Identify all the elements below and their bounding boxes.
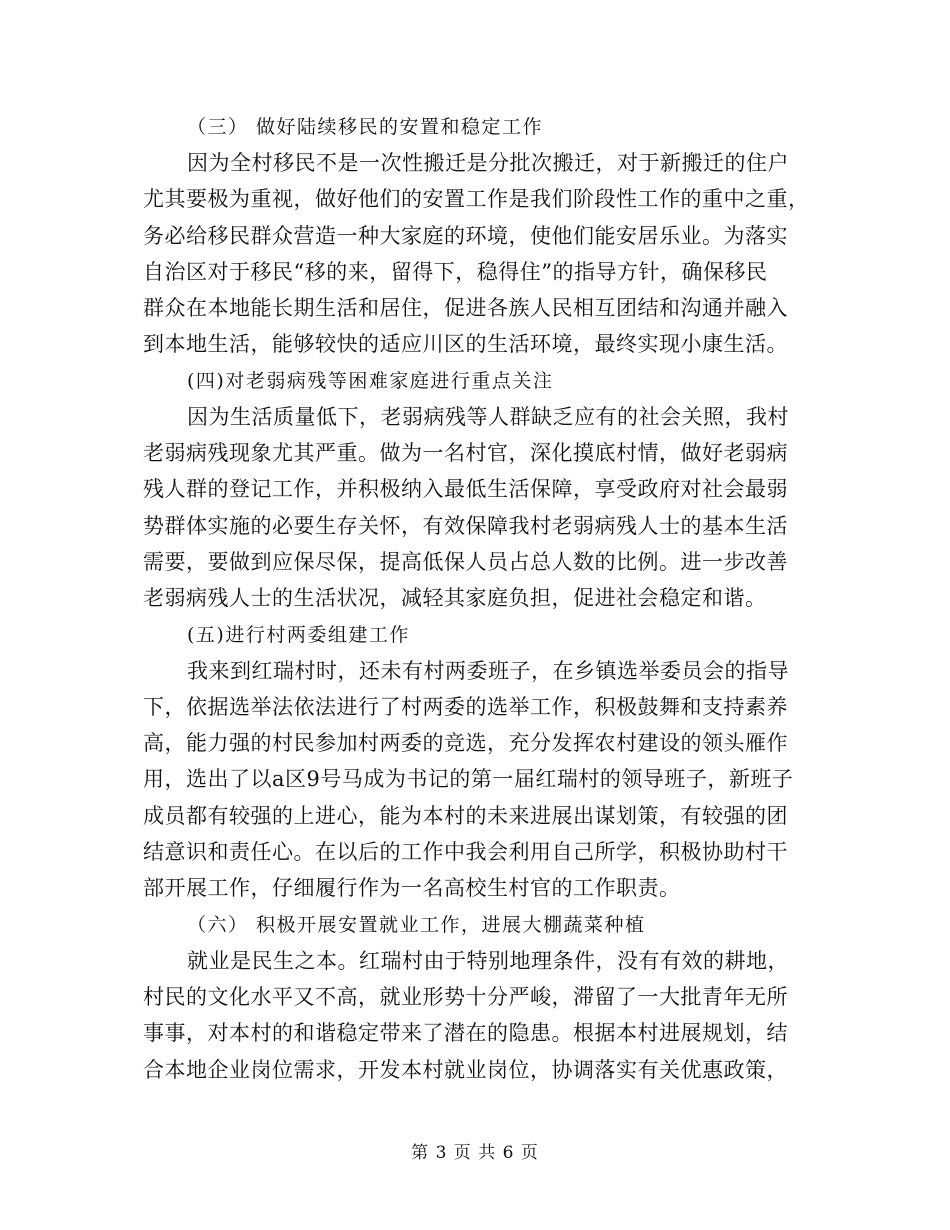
section-heading: （三） 做好陆续移民的安置和稳定工作	[187, 116, 544, 138]
paragraph-line: 尤其要极为重视，做好他们的安置工作是我们阶段性工作的重中之重，	[143, 187, 810, 212]
paragraph-line: 势群体实施的必要生存关怀，有效保障我村老弱病残人士的基本生活	[143, 513, 788, 538]
section-heading: (四)对老弱病残等困难家庭进行重点关注	[187, 369, 554, 392]
paragraph-line: 部开展工作，仔细履行作为一名高校生村官的工作职责。	[143, 876, 681, 901]
paragraph-line: 需要，要做到应保尽保，提高低保人员占总人数的比例。进一步改善	[143, 549, 788, 574]
paragraph-line: 残人群的登记工作，并积极纳入最低生活保障，享受政府对社会最弱	[143, 477, 788, 502]
document-body	[143, 109, 813, 1088]
paragraph-line: 自治区对于移民“移的来，留得下，稳得住”的指导方针，确保移民	[143, 259, 768, 284]
paragraph-line: 就业是民生之本。红瑞村由于特别地理条件，没有有效的耕地，	[187, 948, 789, 973]
paragraph-line: 结意识和责任心。在以后的工作中我会利用自己所学，积极协助村干	[143, 840, 788, 865]
paragraph-line: 下，依据选举法依法进行了村两委的选举工作，积极鼓舞和支持素养	[143, 694, 788, 719]
paragraph-line: 高，能力强的村民参加村两委的竞选，充分发挥农村建设的领头雁作	[143, 731, 788, 756]
paragraph-line: 老弱病残现象尤其严重。做为一名村官，深化摸底村情，做好老弱病	[143, 441, 788, 466]
page-number-footer: 第 3 页 共 6 页	[411, 1143, 539, 1163]
section-5	[143, 617, 813, 907]
paragraph-line: 群众在本地能长期生活和居住，促进各族人民相互团结和沟通并融入	[143, 296, 788, 321]
section-4	[143, 363, 813, 617]
paragraph-line: 成员都有较强的上进心，能为本村的未来进展出谋划策，有较强的团	[143, 803, 788, 828]
paragraph-line: 我来到红瑞村时，还未有村两委班子，在乡镇选举委员会的指导	[187, 658, 789, 683]
section-3	[143, 109, 813, 363]
paragraph-line: 村民的文化水平又不高，就业形势十分严峻，滞留了一大批青年无所	[143, 984, 788, 1009]
paragraph-line: 到本地生活，能够较快的适应川区的生活环境，最终实现小康生活。	[143, 332, 788, 357]
paragraph	[143, 145, 813, 363]
paragraph-line: 因为生活质量低下，老弱病残等人群缺乏应有的社会关照，我村	[187, 404, 789, 429]
paragraph-line: 务必给移民群众营造一种大家庭的环境，使他们能安居乐业。为落实	[143, 223, 788, 248]
section-heading: (五)进行村两委组建工作	[187, 623, 410, 646]
paragraph-line: 因为全村移民不是一次性搬迁是分批次搬迁，对于新搬迁的住户	[187, 151, 789, 175]
paragraph	[143, 653, 813, 907]
paragraph	[143, 399, 813, 617]
paragraph-line: 合本地企业岗位需求，开发本村就业岗位，协调落实有关优惠政策，	[143, 1057, 788, 1082]
paragraph	[143, 943, 813, 1088]
paragraph-line: 用，选出了以a区9号马成为书记的第一届红瑞村的领导班子，新班子	[143, 767, 794, 792]
paragraph-line: 事事，对本村的和谐稳定带来了潜在的隐患。根据本村进展规划，结	[143, 1021, 788, 1046]
section-6	[143, 907, 813, 1088]
section-heading: （六） 积极开展安置就业工作，进展大棚蔬菜种植	[187, 913, 646, 936]
paragraph-line: 老弱病残人士的生活状况，减轻其家庭负担，促进社会稳定和谐。	[143, 586, 767, 611]
